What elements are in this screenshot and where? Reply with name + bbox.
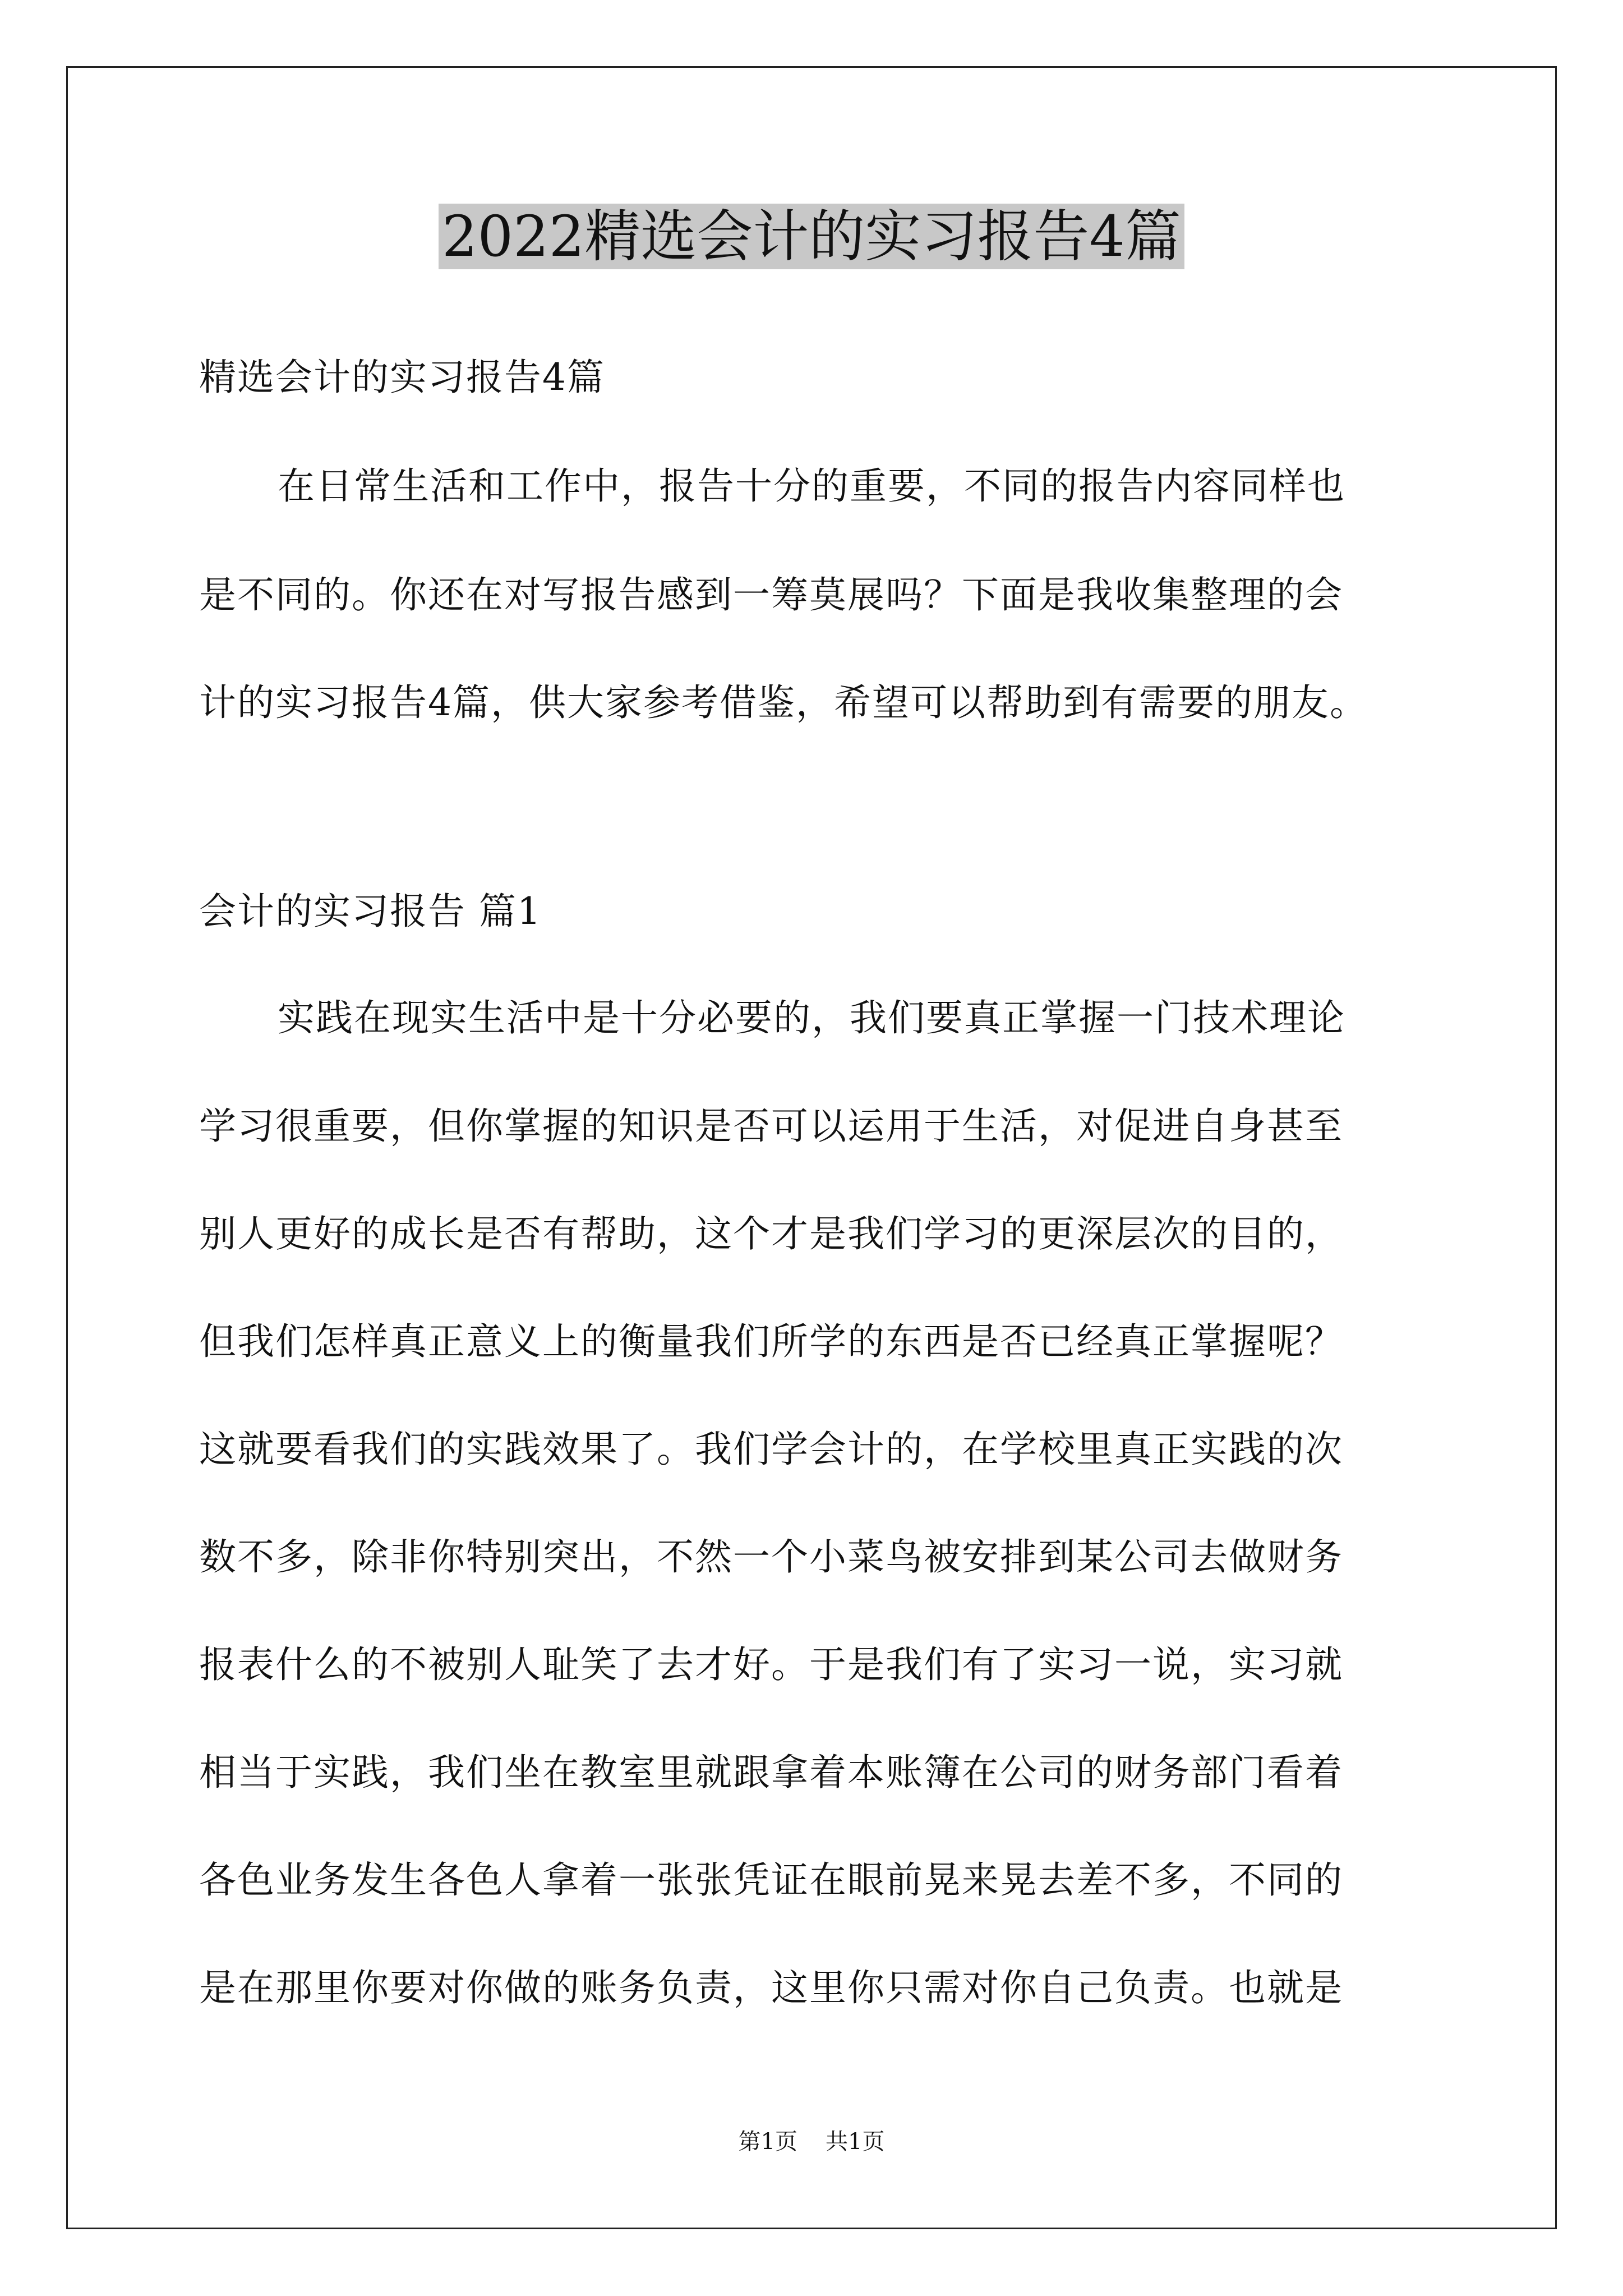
document-title-text: 2022精选会计的实习报告4篇 xyxy=(439,204,1184,269)
document-subtitle: 精选会计的实习报告4篇 xyxy=(199,356,605,399)
intro-line-1: 在日常生活和工作中，报告十分的重要，不同的报告内容同样也 xyxy=(278,464,1345,508)
section-heading: 会计的实习报告 篇1 xyxy=(199,890,542,933)
section-line-1: 实践在现实生活中是十分必要的，我们要真正掌握一门技术理论 xyxy=(278,996,1345,1039)
page-total: 共1页 xyxy=(826,2129,885,2155)
section-line-5: 这就要看我们的实践效果了。我们学会计的，在学校里真正实践的次 xyxy=(199,1428,1343,1471)
section-line-9: 各色业务发生各色人拿着一张张凭证在眼前晃来晃去差不多，不同的 xyxy=(199,1858,1343,1902)
section-line-10: 是在那里你要对你做的账务负责，这里你只需对你自己负责。也就是 xyxy=(199,1966,1343,2009)
intro-line-3: 计的实习报告4篇，供大家参考借鉴，希望可以帮助到有需要的朋友。 xyxy=(199,681,1368,724)
section-line-2: 学习很重要，但你掌握的知识是否可以运用于生活，对促进自身甚至 xyxy=(199,1105,1343,1148)
section-line-3: 别人更好的成长是否有帮助，这个才是我们学习的更深层次的目的， xyxy=(199,1212,1343,1255)
document-title xyxy=(0,197,1623,276)
page-footer xyxy=(0,2126,1623,2157)
section-line-6: 数不多，除非你特别突出，不然一个小菜鸟被安排到某公司去做财务 xyxy=(199,1535,1343,1579)
intro-line-2: 是不同的。你还在对写报告感到一筹莫展吗？下面是我收集整理的会 xyxy=(199,573,1343,616)
section-line-7: 报表什么的不被别人耻笑了去才好。于是我们有了实习一说，实习就 xyxy=(199,1643,1343,1686)
section-line-8: 相当于实践，我们坐在教室里就跟拿着本账簿在公司的财务部门看着 xyxy=(199,1751,1343,1794)
page-number: 第1页 xyxy=(738,2129,797,2155)
section-line-4: 但我们怎样真正意义上的衡量我们所学的东西是否已经真正掌握呢？ xyxy=(199,1320,1343,1363)
